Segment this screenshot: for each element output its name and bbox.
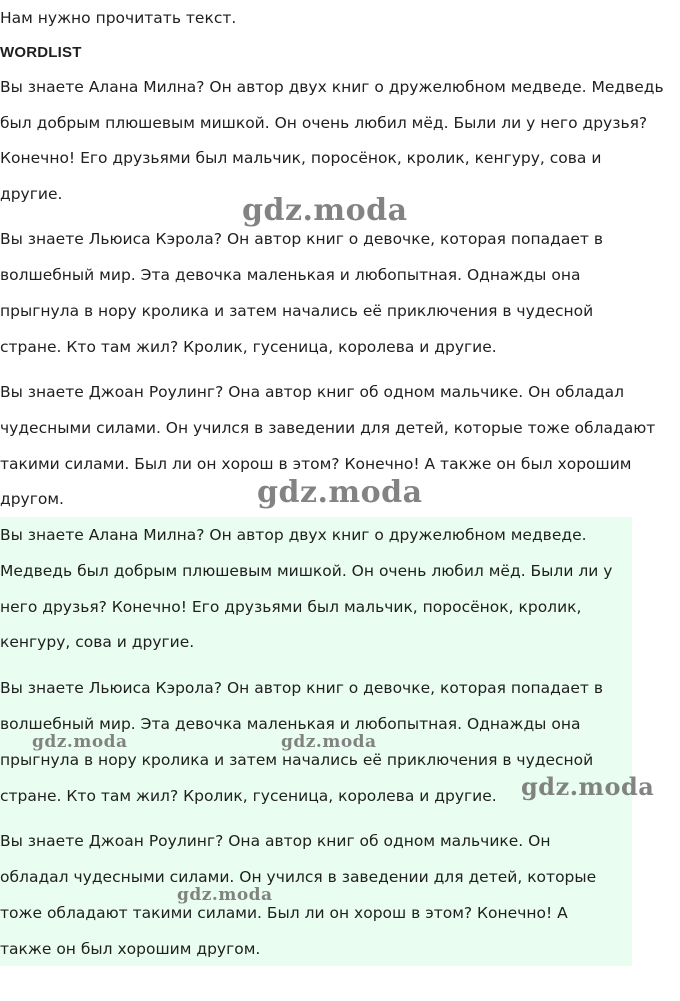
answer-line: Вы знаете Льюиса Кэрола? Он автор книг о девочке, которая попадает в xyxy=(0,679,603,697)
answer-line: него друзья? Конечно! Его друзьями был мальчик, поросёнок, кролик, xyxy=(0,598,582,616)
watermark: gdz.moda xyxy=(257,475,423,510)
answer-line: прыгнула в нору кролика и затем начались её приключения в чудесной xyxy=(0,751,594,769)
text-line: стране. Кто там жил? Кролик, гусеница, королева и другие. xyxy=(0,338,497,356)
text-line: такими силами. Был ли он хорош в этом? Конечно! А также он был хорошим xyxy=(0,455,632,473)
answer-line: Вы знаете Алана Милна? Он автор двух книг о дружелюбном медведе. xyxy=(0,526,587,544)
answer-line: кенгуру, сова и другие. xyxy=(0,633,195,651)
text-line: другом. xyxy=(0,490,64,508)
text-line: был добрым плюшевым мишкой. Он очень любил мёд. Были ли у него друзья? xyxy=(0,114,648,132)
watermark: gdz.moda xyxy=(242,193,408,228)
watermark: gdz.moda xyxy=(32,732,128,752)
watermark: gdz.moda xyxy=(521,772,655,801)
answer-line: тоже обладают такими силами. Был ли он хорош в этом? Конечно! А xyxy=(0,904,568,922)
wordlist-heading: WORDLIST xyxy=(0,44,82,61)
intro-text: Нам нужно прочитать текст. xyxy=(0,9,237,27)
text-line: Вы знаете Льюиса Кэрола? Он автор книг о девочке, которая попадает в xyxy=(0,230,603,248)
answer-line: Медведь был добрым плюшевым мишкой. Он очень любил мёд. Были ли у xyxy=(0,562,613,580)
answer-line: обладал чудесными силами. Он учился в заведении для детей, которые xyxy=(0,868,597,886)
answer-line: также он был хорошим другом. xyxy=(0,940,261,958)
text-line: Вы знаете Джоан Роулинг? Она автор книг об одном мальчике. Он обладал xyxy=(0,383,624,401)
answer-line: волшебный мир. Эта девочка маленькая и любопытная. Однажды она xyxy=(0,715,581,733)
answer-line: стране. Кто там жил? Кролик, гусеница, королева и другие. xyxy=(0,787,497,805)
watermark: gdz.moda xyxy=(177,885,273,905)
text-line: Конечно! Его друзьями был мальчик, поросёнок, кролик, кенгуру, сова и xyxy=(0,149,602,167)
text-line: волшебный мир. Эта девочка маленькая и любопытная. Однажды она xyxy=(0,266,581,284)
watermark: gdz.moda xyxy=(281,732,377,752)
text-line: Вы знаете Алана Милна? Он автор двух книг о дружелюбном медведе. Медведь xyxy=(0,78,664,96)
text-line: другие. xyxy=(0,185,63,203)
text-line: прыгнула в нору кролика и затем начались её приключения в чудесной xyxy=(0,302,594,320)
text-line: чудесными силами. Он учился в заведении для детей, которые тоже обладают xyxy=(0,419,656,437)
answer-line: Вы знаете Джоан Роулинг? Она автор книг об одном мальчике. Он xyxy=(0,832,551,850)
